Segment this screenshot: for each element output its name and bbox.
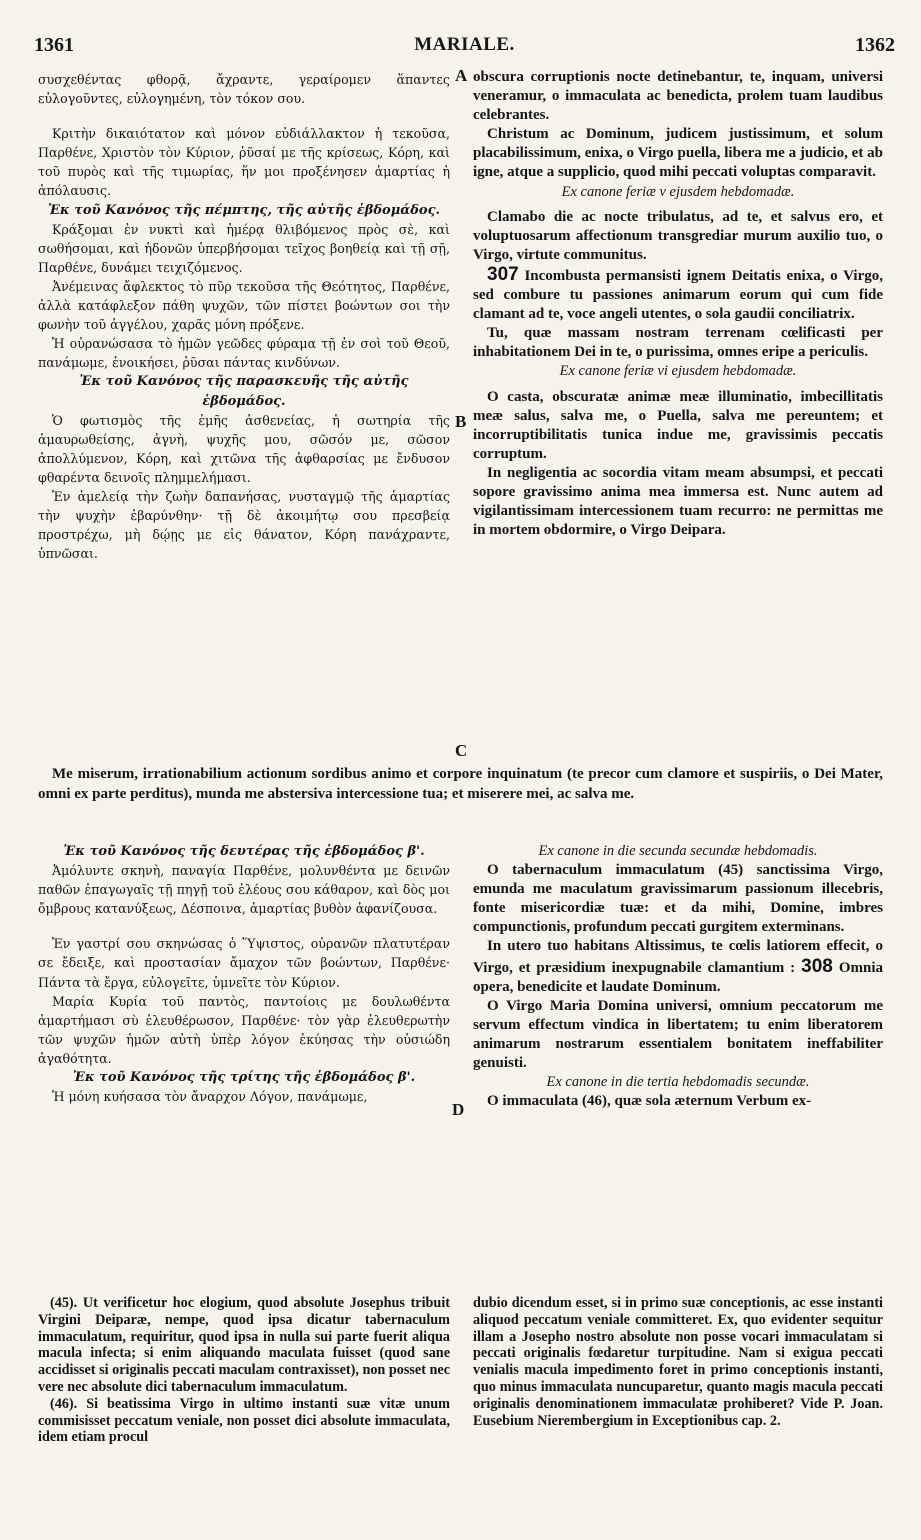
latin-paragraph: In utero tuo habitans Altissimus, te cœlis latiorem effecit, o Virgo, et præsidium inexpugnabile clamantium : [473,938,883,976]
full-width-paragraph: Me miserum, irrationabilium actionum sordibus animo et corpore inquinatum (te precor cum clamore et suspiriis, o Dei Mater, omni ex parte perditus), munda me abstersiva intercessione tua; et miserere mei, ac salva me. [38,766,883,802]
latin-canon-heading: Ex canone feriæ vi ejusdem hebdomadæ. [559,363,797,380]
greek-paragraph: Ὁ φωτισμὸς τῆς ἐμῆς ἀσθενείας, ἡ σωτηρία τῆς ἀμαυρωθείσης, ἁγνὴ, ψυχῆς μου, σῶσόν με, σῶσον ἀπολλύμενον, Κόρη, καὶ χιτῶνα τῆς ἀφθαρσίας με ἔνδυσον φθαρέντα δεινοῖς πλημμελήμασι. [38,412,450,485]
latin-paragraph: O immaculata (46), quæ sola æternum Verbum ex- [487,1093,812,1110]
greek-paragraph: Κριτὴν δικαιότατον καὶ μόνον εὐδιάλλακτον ἡ τεκοῦσα, Παρθένε, Χριστὸν τὸν Κύριον, ῥῦσαί με τῆς κρίσεως, Κόρη, καὶ τοῦ πυρὸς καὶ τῆς τιμωρίας, ἥν μοι προξένησεν ἁμαρτίας ἡ ἀπόλαυσις. [38,126,450,199]
greek-paragraph: Ἀνέμεινας ἄφλεκτος τὸ πῦρ τεκοῦσα τῆς Θεότητος, Παρθένε, ἀλλὰ κατάφλεξον πάθη ψυχῶν, τῶν πίστει βοώντων σοι τὴν φωνὴν τοῦ ἀγγέλου, χαρᾶς μόνη πρόξενε. [38,278,450,333]
latin-canon-heading: Ex canone feriæ v ejusdem hebdomadæ. [561,183,795,200]
latin-paragraph: O tabernaculum immaculatum (45) sanctissima Virgo, emunda me maculatum gravissimarum passionum illecebris, fonte misericordiæ tuæ: et da mihi, Domine, imbres compunctionis, profundum peccati gurgitem exterminans. [473,862,883,936]
latin-canon-heading: Ex canone in die secunda secundæ hebdomadis. [538,843,818,859]
page-header [34,34,895,60]
section-marker-b: B [455,412,467,431]
section-marker-c: C [455,741,468,760]
greek-paragraph: συσχεθέντας φθορᾷ, ἄχραντε, γεραίρομεν ἅπαντες εὐλογοῦντες, εὐλογημένη, τὸν τόκον σου. [38,72,450,107]
greek-paragraph: Κράξομαι ἐν νυκτὶ καὶ ἡμέρᾳ θλιβόμενος πρὸς σὲ, καὶ σωθήσομαι, καὶ ἡδονῶν ὑπερβήσομαι τεῖχος βοηθείᾳ καὶ τῇ σῇ, Παρθένε, δυνάμει τειχιζόμενος. [38,221,450,275]
latin-paragraph: Christum ac Dominum, judicem justissimum, et solum placabilissimum, enixa, o Virgo puella, libera me a judicio, et ab igne, atque a supplicio, quod mihi peccati voluptas comparavit. [473,126,883,181]
footnotes-right [473,1295,883,1429]
latin-paragraph: Incombusta permansisti ignem Deitatis enixa, o Virgo, sed combure tu passiones animarum eorum qui cum fide clamant ad te, voce angeli utentes, o sola gaudii conciliatrix. [473,267,883,323]
greek-column-top [38,70,450,563]
footnote-46-continued: dubio dicendum esset, si in primo suæ conceptionis, ac esse instanti aliquod peccatum veniale committeret. Ex, quo evidenter sequitur illam a Josepho nostro absolute non posse vocari immaculatam si peccati originalis fœdaretur turpitudine. Nam si exigua peccati venialis macula impedimento foret in primo conceptionis instanti, quo minus immaculata nuncuparetur, quanto magis macula peccati originalis denominationem immaculatæ prohiberet? Vide P. Joan. Eusebium Nierembergium in Exceptionibus cap. 2. [473,1295,883,1429]
latin-column-bottom [473,842,883,1111]
greek-canon-heading: Ἐκ τοῦ Κανόνος τῆς τρίτης τῆς ἑβδομάδος β'. [72,1070,416,1086]
latin-paragraph: In negligentia ac socordia vitam meam absumpsi, et peccati sopore gravissimo anima mea immersa est. Nunc autem ad vigilantissimam intercessionem tuam recurro: ne permittas me in mortem obdormire, o Virgo Deipara. [473,464,883,539]
latin-paragraph: O casta, obscuratæ animæ meæ illuminatio, imbecillitatis meæ salus, salva me, o Puella, salva me pereuntem; et incorruptibilitatis tunica indue me, gravissimis peccatis corruptum. [473,388,883,462]
latin-paragraph: Clamabo die ac nocte tribulatus, ad te, et salvus ero, et voluptuosarum affectionum transgrediar murum auxilio tuo, o Virgo, virtute communitus. [473,208,883,263]
right-column-number: 1362 [855,34,895,56]
footnote-46: (46). Si beatissima Virgo in ultimo instanti suæ vitæ unum commisisset peccatum veniale, non posset dici absolute immaculata, idem etiam procul [38,1395,450,1446]
greek-canon-heading: Ἐκ τοῦ Κανόνος τῆς πέμπτης, τῆς αὐτῆς ἑβδομάδος. [47,202,441,218]
greek-paragraph: Ἡ μόνη κυήσασα τὸν ἄναρχον Λόγον, πανάμωμε, [52,1089,368,1105]
greek-paragraph: Ἐν γαστρί σου σκηνώσας ὁ Ὕψιστος, οὐρανῶν πλατυτέραν σε ἔδειξε, καὶ προστασίαν ἄμαχον τῶν βοώντων, Παρθένε· Πάντα τὰ ἔργα, εὐλογεῖτε, ὑμνεῖτε τὸν Κύριον. [38,936,450,990]
greek-paragraph: Μαρία Κυρία τοῦ παντὸς, παντοίοις με δουλωθέντα ἁμαρτήμασι σὺ ἐλευθέρωσον, Παρθένε· τὸν γὰρ ἐλευθερωτὴν τῶν ψυχῶν ἡμῶν αὐτὴ ὑπὲρ λόγον ἐκύησας τὴν οὐσιώδη ἀγαθότητα. [38,993,450,1066]
greek-paragraph: Ἐν ἀμελείᾳ τὴν ζωὴν δαπανήσας, νυσταγμῷ τῆς ἁμαρτίας τὴν ψυχὴν ἐβαρύνθην· τῇ δὲ ἀκοιμήτῳ σου πρεσβείᾳ προστρέχω, μὴ δῴῃς με εἰς θάνατον, Κόρη πανάχραντε, ὑπνῶσαι. [38,488,450,562]
column-number-308: 308 [801,955,833,977]
latin-paragraph: Omnia opera, benedicite et laudate Dominum. [473,959,884,995]
footnotes-left [38,1295,450,1446]
latin-paragraph: obscura corruptionis nocte detinebantur, te, inquam, universi veneramur, o immaculata ac benedicta, prolem tuam laudibus celebrantes. [473,69,883,124]
section-marker-d: D [452,1100,465,1119]
greek-paragraph: Ἡ οὐρανώσασα τὸ ἡμῶν γεῶδες φύραμα τῇ ἐν σοὶ τοῦ Θεοῦ, πανάμωμε, ἐνοικήσει, ῥῦσαι πάντας κινδύνων. [38,336,450,371]
greek-canon-heading: Ἐκ τοῦ Κανόνος τῆς δευτέρας τῆς ἑβδομάδος β'. [63,844,425,859]
latin-paragraph: O Virgo Maria Domina universi, omnium peccatorum me servum effectum vindica in libertatem; tu enim liberatorem animarum nostrarum essentialem bonitatem ineffabiliter genuisti. [473,997,883,1072]
column-number-307: 307 [487,263,519,285]
greek-paragraph: Ἀμόλυντε σκηνὴ, παναγία Παρθένε, μολυνθέντα με δεινῶν παθῶν ἐπαγωγαῖς τῇ πηγῇ τοῦ ἐλέους σου κάθαρον, καὶ δὸς μοι ὄμβρους κατανύξεως, Δέσποινα, ἁμαρτίας βυθὸν ἀφανίζουσα. [38,863,450,917]
left-column-number: 1361 [34,34,74,56]
footnote-45: (45). Ut verificetur hoc elogium, quod absolute Josephus tribuit Virgini Deiparæ, nempe, quod ipsa dicatur tabernaculum immaculatum, requiritur, quod ipsa in nulla sui parte fuerit aliqua macula infecta; si enim aliquando maculata fuisset (quod sane accidisset si originalis peccati maculam contraxisset), non posset nec vere nec absolute dici tabernaculum immaculatum. [38,1295,450,1395]
latin-canon-heading: Ex canone in die tertia hebdomadis secundæ. [546,1074,810,1091]
latin-paragraph: Tu, quæ massam nostram terrenam cœlificasti per inhabitationem Dei in te, o purissima, omnes eripe a periculis. [473,325,883,361]
latin-column-top [473,68,883,540]
running-title: MARIALE. [414,34,515,55]
section-marker-a: A [455,66,468,85]
greek-column-bottom [38,842,450,1106]
greek-canon-heading: Ἐκ τοῦ Κανόνος τῆς παρασκευῆς τῆς αὐτῆς ἑβδομάδος. [79,374,409,409]
